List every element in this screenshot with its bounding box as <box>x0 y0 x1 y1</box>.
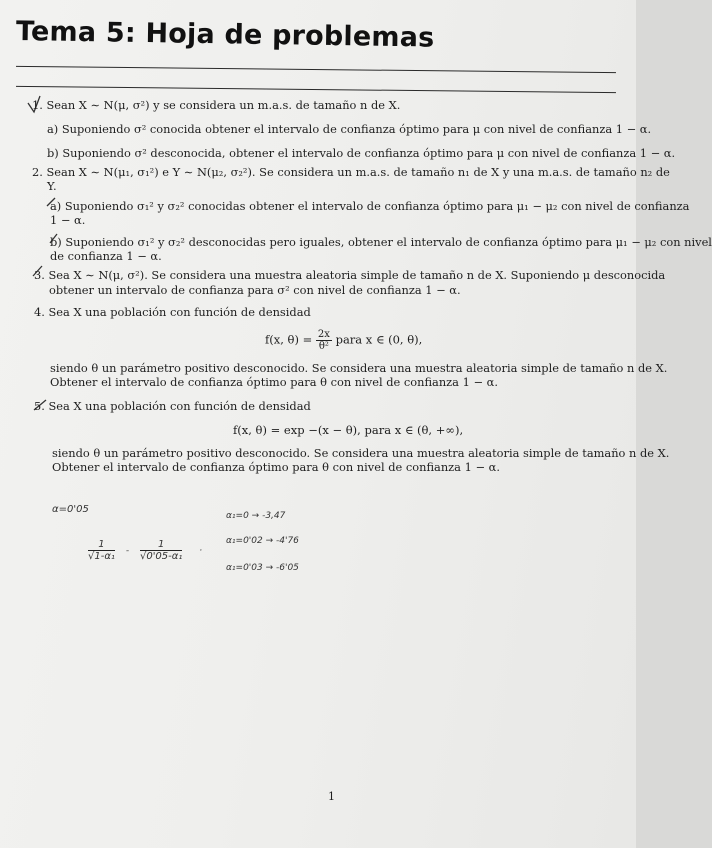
problem-2b: b) Suponiendo σ₁² y σ₂² desconocidas pero iguales, obtener el intervalo de confianza óptimo para μ₁ − μ₂ con nivel <box>50 235 712 249</box>
problem-2 <box>32 165 670 179</box>
problem-2a-cont: 1 − α. <box>50 213 86 227</box>
problem-1a: a) Suponiendo σ² conocida obtener el intervalo de confianza óptimo para μ con nivel de confianza 1 − α. <box>47 122 652 136</box>
problem-3 <box>34 268 665 282</box>
problem-5-line-3: Obtener el intervalo de confianza óptimo para θ con nivel de confianza 1 − α. <box>52 460 500 474</box>
problem-3-line-1: Sea X ∼ N(μ, σ²). Se considera una muestra aleatoria simple de tamaño n de X. Suponiendo μ desconocida <box>48 268 666 282</box>
handwritten-fraction-1-denominator: √1-α₁ <box>88 551 115 562</box>
problem-1 <box>32 98 400 112</box>
problem-2-number: 2. <box>32 165 43 179</box>
problem-2a: a) Suponiendo σ₁² y σ₂² conocidas obtener el intervalo de confianza óptimo para μ₁ − μ₂ con nivel de confianza <box>50 199 690 213</box>
handwritten-alpha: α=0'05 <box>52 504 89 515</box>
handwritten-dot: · <box>199 546 203 556</box>
problem-4-line-3: Obtener el intervalo de confianza óptimo para θ con nivel de confianza 1 − α. <box>50 375 498 389</box>
handwritten-row-2: α₁=0'02 → -4'76 <box>226 536 299 546</box>
title-rule-bottom <box>16 86 616 93</box>
problem-4-line-2: siendo θ un parámetro positivo desconocido. Se considera una muestra aleatoria simple de tamaño n de X. <box>50 361 668 375</box>
handwritten-fraction-1 <box>88 539 115 562</box>
problem-1-statement: Sean X ∼ N(μ, σ²) y se considera un m.a.s. de tamaño n de X. <box>46 98 401 112</box>
handwritten-fraction-2 <box>140 539 182 562</box>
handwritten-minus: - <box>125 546 130 556</box>
problem-4 <box>34 305 311 319</box>
title-rule-top <box>16 66 616 73</box>
handwritten-expression <box>88 539 202 562</box>
page-number: 1 <box>328 790 335 803</box>
problem-2-statement-cont: Y. <box>47 179 57 193</box>
handwritten-fraction-2-denominator: √0'05-α₁ <box>139 551 183 562</box>
handwritten-row-3: α₁=0'03 → -6'05 <box>226 563 299 573</box>
problem-4-formula <box>265 329 422 352</box>
handwritten-fraction-1-numerator: 1 <box>88 539 115 551</box>
problem-3-number: 3. <box>34 268 45 282</box>
problem-4-number: 4. <box>34 305 45 319</box>
problem-1b: b) Suponiendo σ² desconocida, obtener el intervalo de confianza óptimo para μ con nivel de confianza 1 − α. <box>47 146 676 160</box>
problem-2-statement: Sean X ∼ N(μ₁, σ₁²) e Y ∼ N(μ₂, σ₂²). Se considera un m.a.s. de tamaño n₁ de X y una m.a.s. de tamaño n₂ de <box>46 165 670 179</box>
page-title: Tema 5: Hoja de problemas <box>15 16 435 54</box>
problem-5-line-1: Sea X una población con función de densidad <box>48 399 311 413</box>
handwritten-fraction-2-numerator: 1 <box>140 539 182 551</box>
problem-4-line-1: Sea X una población con función de densidad <box>48 305 311 319</box>
problem-5-line-2: siendo θ un parámetro positivo desconocido. Se considera una muestra aleatoria simple de tamaño n de X. <box>52 446 670 460</box>
problem-1-number: 1. <box>32 98 43 112</box>
problem-5 <box>34 399 311 413</box>
problem-4-fraction-numerator: 2x <box>317 329 330 340</box>
problem-4-fraction <box>316 329 332 352</box>
problem-2b-cont: de confianza 1 − α. <box>50 249 162 263</box>
handwritten-row-1: α₁=0 → -3,47 <box>226 511 286 521</box>
problem-5-number: 5. <box>34 399 45 413</box>
problem-3-line-2: obtener un intervalo de confianza para σ² con nivel de confianza 1 − α. <box>49 283 461 297</box>
problem-5-formula: f(x, θ) = exp −(x − θ), para x ∈ (θ, +∞), <box>233 423 464 437</box>
problem-4-formula-right: para x ∈ (0, θ), <box>335 332 423 347</box>
problem-4-formula-left: f(x, θ) = <box>265 332 313 347</box>
problem-4-fraction-denominator: θ² <box>318 341 329 352</box>
